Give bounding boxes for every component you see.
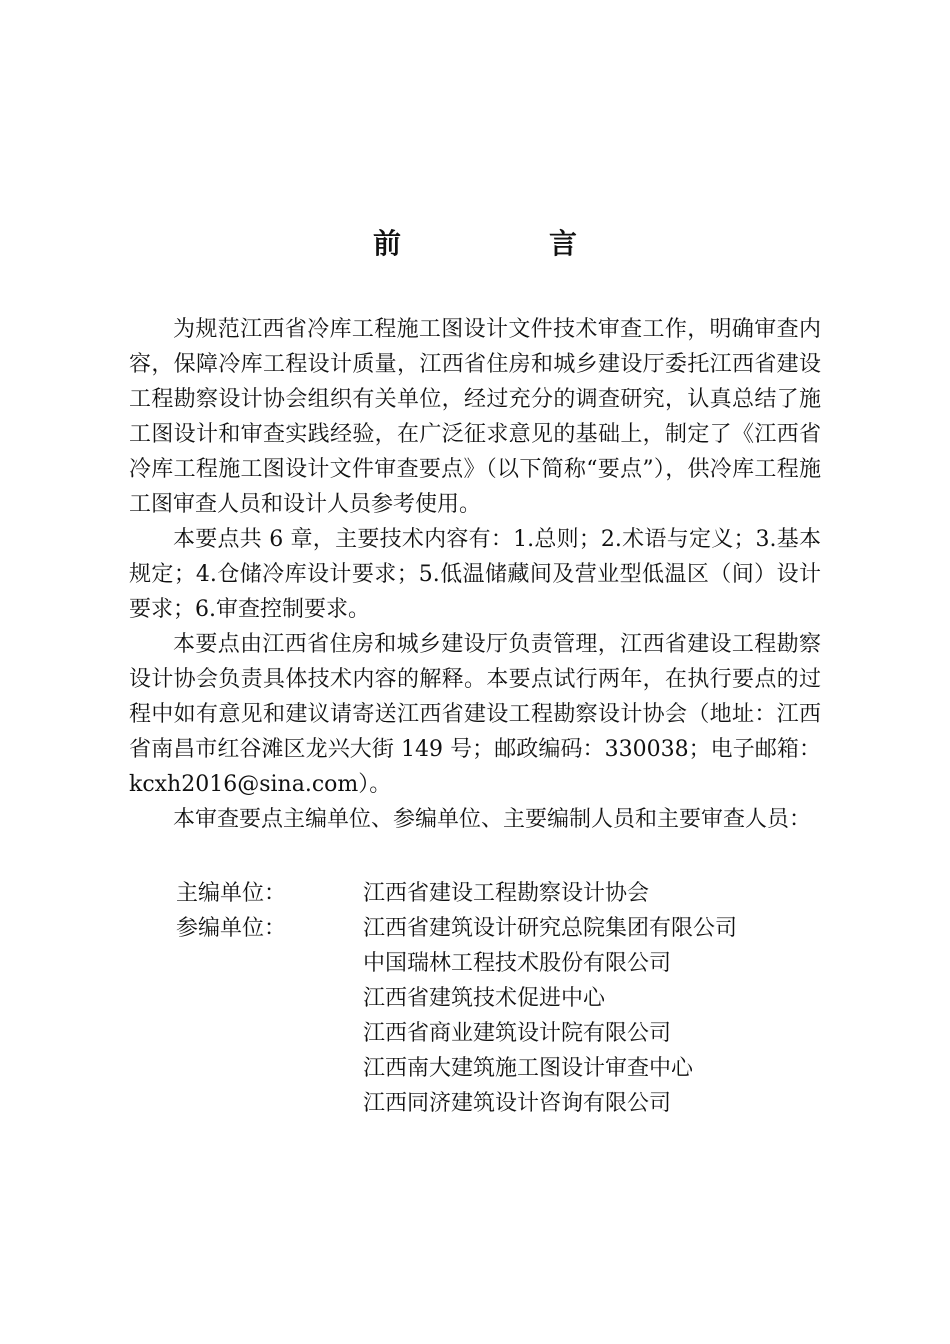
participating-names: [363, 911, 738, 1116]
participating-label: 参编单位：: [176, 916, 287, 941]
preface-body: [129, 312, 821, 837]
editing-units: [176, 876, 816, 1116]
participating-row: [176, 911, 816, 1116]
participating-name: 中国瑞林工程技术股份有限公司: [363, 951, 672, 976]
paragraph-management: 本要点由江西省住房和城乡建设厅负责管理，江西省建设工程勘察设计协会负责具体技术内容的解释。本要点试行两年，在执行要点的过程中如有意见和建议请寄送江西省建设工程勘察设计协会（地址：江西省南昌市红谷滩区龙兴大街 149 号；邮政编码：330038；电子邮箱：kcxh2016@sina.com）。: [129, 632, 821, 797]
paragraph-units-intro: 本审查要点主编单位、参编单位、主要编制人员和主要审查人员：: [173, 807, 812, 832]
chief-editor-name: 江西省建设工程勘察设计协会: [363, 881, 650, 906]
participating-name: 江西省建筑设计研究总院集团有限公司: [363, 916, 738, 941]
paragraph-purpose: 为规范江西省冷库工程施工图设计文件技术审查工作，明确审查内容，保障冷库工程设计质量，江西省住房和城乡建设厅委托江西省建设工程勘察设计协会组织有关单位，经过充分的调查研究，认真总结了施工图设计和审查实践经验，在广泛征求意见的基础上，制定了《江西省冷库工程施工图设计文件审查要点》（以下简称“要点”），供冷库工程施工图审查人员和设计人员参考使用。: [129, 317, 821, 517]
participating-name: 江西省建筑技术促进中心: [363, 986, 606, 1011]
paragraph-contents: 本要点共 6 章，主要技术内容有：1.总则；2.术语与定义；3.基本规定；4.仓储冷库设计要求；5.低温储藏间及营业型低温区（间）设计要求；6.审查控制要求。: [129, 527, 821, 622]
page-title: 前 言: [372, 227, 637, 260]
chief-editor-label: 主编单位：: [176, 881, 287, 906]
participating-name: 江西省商业建筑设计院有限公司: [363, 1021, 672, 1046]
chief-editor-names: [363, 876, 649, 911]
participating-name: 江西同济建筑设计咨询有限公司: [363, 1091, 672, 1116]
participating-name: 江西南大建筑施工图设计审查中心: [363, 1056, 694, 1081]
chief-editor-row: [176, 876, 816, 911]
